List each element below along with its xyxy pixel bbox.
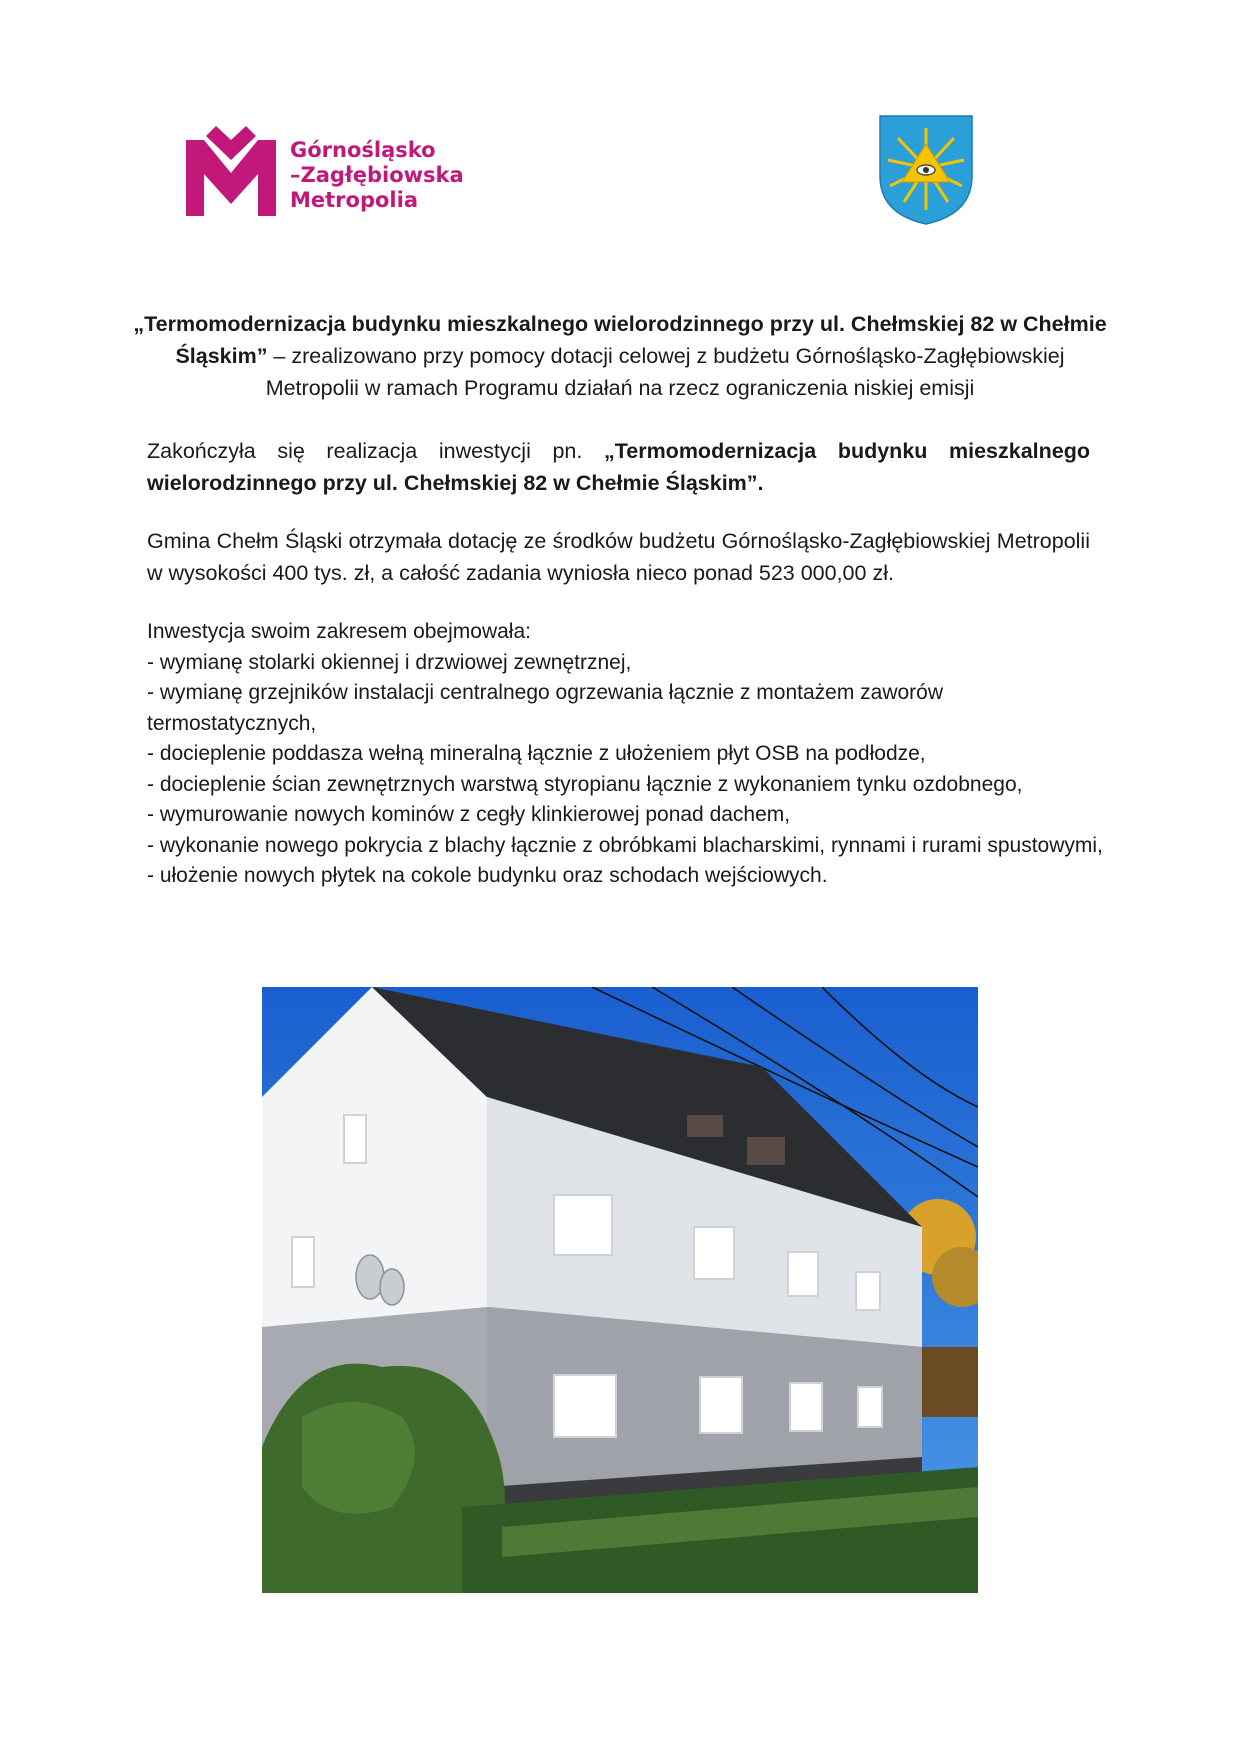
- heading-subtitle: – zrealizowano przy pomocy dotacji celowej z budżetu Górnośląsko-Zagłębiowskiej Metropolii w ramach Programu działań na rzecz ograniczenia niskiej emisji: [265, 344, 1065, 400]
- building-photo: [262, 987, 978, 1593]
- gzm-logo-line: Górnośląsko: [290, 138, 436, 162]
- list-item: - wykonanie nowego pokrycia z blachy łącznie z obróbkami blacharskimi, rynnami i rurami spustowymi,: [147, 833, 1103, 857]
- scope-section: [147, 617, 1107, 892]
- gzm-logo-line: –Zagłębiowska: [290, 163, 464, 187]
- paragraph-investment-name: „Termomodernizacja budynku mieszkalnego wielorodzinnego przy ul. Chełmskiej 82 w Chełmie Śląskim”.: [147, 439, 1091, 495]
- list-item: - docieplenie poddasza wełną mineralną łącznie z ułożeniem płyt OSB na podłodze,: [147, 742, 926, 765]
- heading-title: „Termomodernizacja budynku mieszkalnego wielorodzinnego przy ul. Chełmskiej 82 w Chełmie Śląskim”: [133, 312, 1107, 368]
- paragraph-funding: Gmina Chełm Śląski otrzymała dotację ze środków budżetu Górnośląsko-Zagłębiowskiej Metropolii w wysokości 400 tys. zł, a całość zadania wyniosła nieco ponad 523 000,00 zł.: [147, 529, 1090, 585]
- gzm-logo-mark-icon: [186, 118, 276, 218]
- gzm-logo-text: [290, 138, 464, 213]
- list-item: - wymianę grzejników instalacji centralnego ogrzewania łącznie z montażem zaworów termostatycznych,: [147, 681, 944, 735]
- gzm-logo: [186, 118, 486, 222]
- list-item: - ułożenie nowych płytek na cokole budynku oraz schodach wejściowych.: [147, 864, 828, 887]
- list-item: - docieplenie ścian zewnętrznych warstwą styropianu łącznie z wykonaniem tynku ozdobnego,: [147, 772, 1023, 796]
- page-heading: [130, 308, 1110, 404]
- paragraph-completion: [147, 435, 1090, 499]
- list-item: - wymurowanie nowych kominów z cegły klinkierowej ponad dachem,: [147, 803, 791, 826]
- shield-with-eye-of-providence-icon: [878, 114, 974, 226]
- paragraph-lead: Zakończyła się realizacja inwestycji pn.: [147, 439, 604, 463]
- scope-list: [147, 648, 1107, 892]
- list-item: - wymianę stolarki okiennej i drzwiowej zewnętrznej,: [147, 650, 632, 674]
- gzm-logo-line: Metropolia: [290, 188, 418, 212]
- scope-intro: Inwestycja swoim zakresem obejmowała:: [147, 620, 531, 643]
